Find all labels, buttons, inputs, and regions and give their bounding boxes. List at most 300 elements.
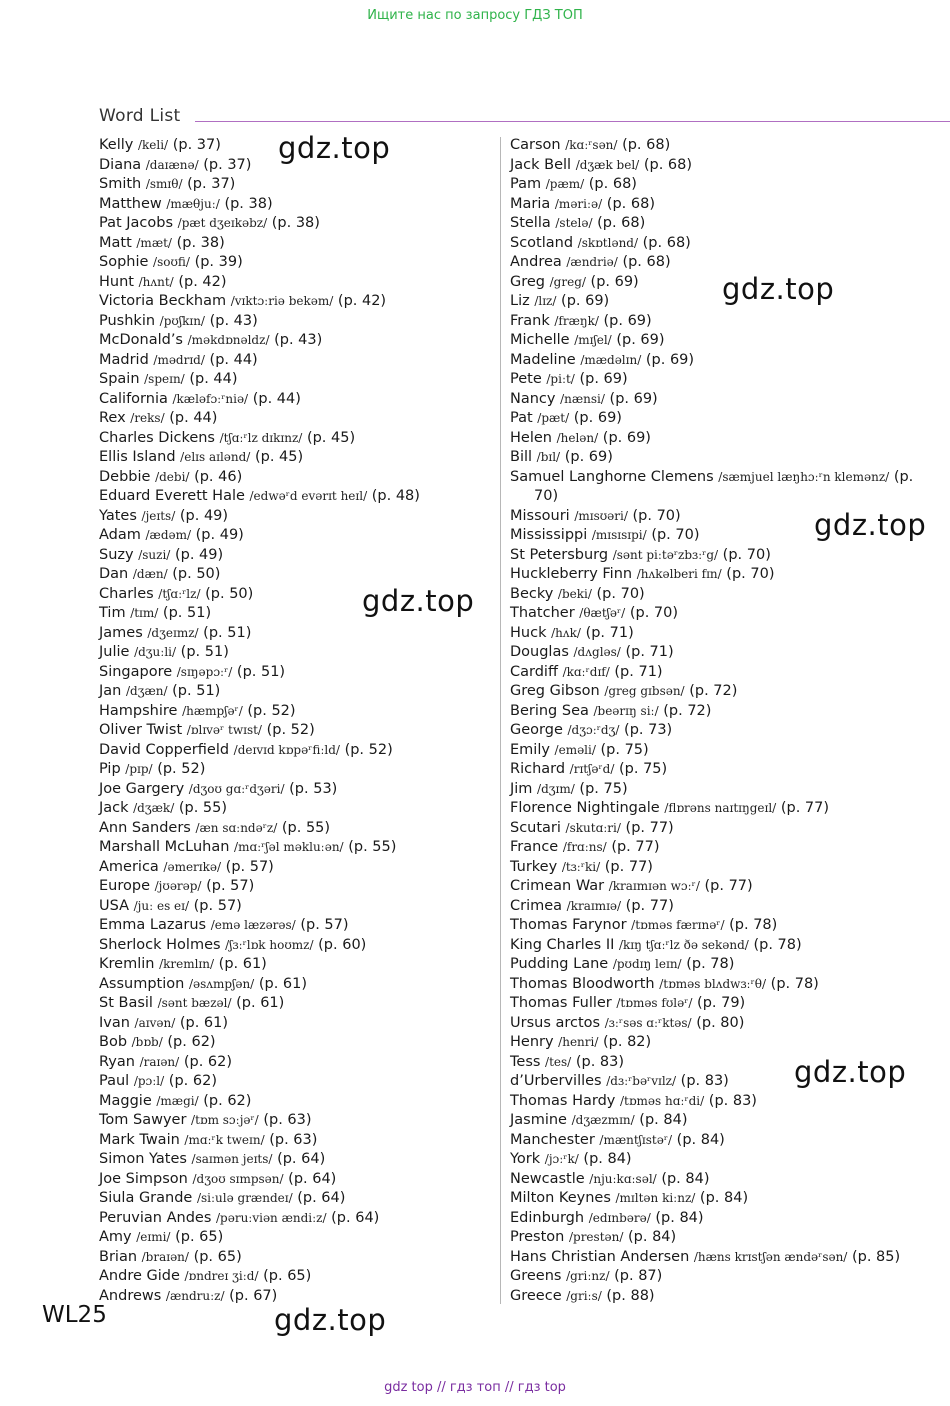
entry-pronunciation: /suzi/ (138, 547, 171, 562)
title-rule (195, 121, 950, 122)
entry-page-ref: (p. 69) (590, 273, 639, 290)
word-entry (99, 253, 494, 273)
word-entry (510, 1287, 940, 1307)
word-entry (510, 819, 940, 839)
word-entry (510, 234, 940, 254)
entry-pronunciation: /ʃɜːʳlɒk hoʊmz/ (225, 937, 314, 952)
entry-pronunciation: /məriːə/ (554, 196, 603, 211)
entry-page-ref: (p. 39) (194, 254, 243, 270)
entry-page-ref: (p. 70) (632, 507, 681, 524)
entry-name: Jack (99, 800, 129, 816)
entry-pronunciation: /kɑːʳdɪf/ (562, 664, 610, 679)
entry-page-ref: (p. 44) (252, 390, 301, 407)
entry-pronunciation: /kraɪmɪən wɔːʳ/ (608, 879, 700, 893)
entry-page-ref: (p. 69) (564, 449, 613, 465)
entry-page-ref: (p. 71) (614, 663, 663, 680)
word-entry (99, 955, 494, 975)
word-entry (510, 624, 940, 644)
entry-pronunciation: /mɪsʊəri/ (574, 508, 628, 523)
entry-name: Greens (510, 1268, 562, 1284)
word-entry (99, 1092, 494, 1112)
word-entry (99, 838, 494, 858)
entry-page-ref: (p. 38) (176, 234, 225, 251)
entry-name: Paul (99, 1073, 130, 1089)
word-entry (99, 819, 494, 839)
entry-page-ref: (p. 75) (618, 761, 668, 777)
entry-pronunciation: /elɪs aɪlənd/ (180, 450, 251, 464)
word-entry (99, 1111, 494, 1131)
entry-page-ref: (p. 80) (696, 1014, 745, 1031)
entry-name: George (510, 722, 563, 738)
entry-page-ref: (p. 52) (157, 761, 206, 777)
word-entry (99, 175, 494, 195)
word-entry (510, 136, 940, 156)
entry-pronunciation: /kɪŋ tʃɑːʳlz ðə sekənd/ (618, 937, 749, 952)
entry-pronunciation: /juː es eɪ/ (133, 898, 190, 913)
entry-pronunciation: /dʒɪm/ (537, 781, 575, 796)
entry-page-ref: (p. 61) (236, 995, 285, 1011)
entry-pronunciation: /daɪænə/ (145, 157, 199, 172)
word-entry (99, 390, 494, 410)
entry-page-ref: (p. 78) (729, 917, 778, 933)
entry-page-ref: (p. 38) (224, 195, 273, 212)
entry-name: Jasmine (510, 1112, 567, 1128)
entry-name: Greg (510, 273, 546, 290)
entry-page-ref: (p. 48) (371, 488, 420, 504)
word-entry (510, 1228, 940, 1248)
entry-name: Bering Sea (510, 702, 589, 719)
entry-pronunciation: /smɪθ/ (145, 177, 183, 191)
entry-name: Maggie (99, 1092, 152, 1109)
entry-page-ref: (p. 37) (187, 176, 236, 192)
entry-page-ref: (p. 69) (645, 351, 695, 368)
entry-pronunciation: /dʒæk bel/ (575, 157, 640, 172)
column-divider (500, 137, 501, 1304)
watermark: gdz.top (362, 584, 475, 618)
entry-page-ref: (p. 77) (625, 897, 674, 914)
entry-name: Ellis Island (99, 449, 176, 465)
entry-page-ref: (p. 70) (726, 566, 775, 582)
word-entry (510, 741, 940, 761)
entry-name: Nancy (510, 390, 556, 407)
entry-pronunciation: /dʒoʊ sɪmpsən/ (192, 1171, 284, 1186)
word-entry (510, 214, 940, 234)
entry-page-ref: (p. 83) (680, 1073, 729, 1089)
entry-pronunciation: /mədrɪd/ (153, 352, 205, 367)
entry-pronunciation: /hʌnt/ (138, 274, 174, 289)
entry-page-ref: (p. 83) (575, 1053, 625, 1070)
word-entry (99, 1248, 494, 1268)
word-entry (99, 975, 494, 995)
entry-pronunciation: /mædəlɪn/ (580, 352, 642, 367)
entry-page-ref: (p. 72) (689, 683, 738, 699)
entry-name: Stella (510, 215, 551, 231)
entry-page-ref: (p. 88) (606, 1287, 655, 1304)
entry-pronunciation: /helən/ (556, 430, 599, 445)
entry-page-ref: (p. 84) (639, 1112, 688, 1128)
entry-pronunciation: /tɒməs færɪnəʳ/ (631, 918, 725, 932)
word-entry (99, 351, 494, 371)
entry-page-ref: (p. 49) (174, 546, 224, 563)
entry-page-ref: (p. 63) (263, 1112, 312, 1128)
entry-page-ref: (p. 52) (266, 722, 315, 738)
entry-name: Crimea (510, 897, 563, 914)
entry-page-ref: (p. 69) (609, 390, 658, 407)
word-entry (99, 643, 494, 663)
watermark: gdz.top (722, 272, 835, 306)
entry-pronunciation: /speɪn/ (144, 372, 185, 386)
entry-page-ref: (p. 87) (614, 1268, 663, 1284)
entry-page-ref: (p. 63) (269, 1131, 318, 1148)
word-entry (510, 370, 940, 390)
entry-page-ref: (p. 77) (625, 819, 674, 836)
entry-name: Yates (99, 507, 137, 524)
word-entry (510, 1014, 940, 1034)
entry-name: Charles Dickens (99, 429, 215, 446)
entry-page-ref: (p. 84) (583, 1151, 632, 1167)
word-entry (510, 409, 940, 429)
entry-pronunciation: /dʌgləs/ (573, 645, 621, 659)
word-entry (510, 448, 940, 468)
entry-pronunciation: /griːnz/ (566, 1269, 610, 1283)
entry-page-ref: (p. 65) (193, 1248, 242, 1265)
entry-name: Kremlin (99, 956, 155, 972)
entry-name: America (99, 858, 159, 875)
entry-name: Peruvian Andes (99, 1209, 212, 1226)
entry-name: Pushkin (99, 312, 156, 329)
entry-name: Douglas (510, 644, 569, 660)
entry-pronunciation: /dæn/ (132, 567, 168, 581)
watermark: gdz.top (274, 1303, 387, 1337)
word-entry (510, 585, 940, 605)
entry-page-ref: (p. 44) (189, 371, 238, 387)
entry-pronunciation: /ɜːʳsəs ɑːʳktəs/ (604, 1015, 692, 1030)
entry-page-ref: (p. 50) (205, 585, 254, 602)
word-entry (510, 702, 940, 722)
word-entry (99, 760, 494, 780)
entry-pronunciation: /raɪən/ (139, 1054, 180, 1069)
entry-pronunciation: /bɒb/ (131, 1035, 163, 1049)
entry-pronunciation: /flɒrəns naɪtɪŋgeɪl/ (664, 801, 777, 815)
entry-pronunciation: /keli/ (137, 138, 169, 152)
entry-name: Hunt (99, 273, 134, 290)
word-entry (510, 936, 940, 956)
word-entry (99, 721, 494, 741)
word-entry (510, 604, 940, 624)
entry-name: Preston (510, 1229, 565, 1245)
entry-name: Assumption (99, 975, 185, 992)
entry-pronunciation: /greg gɪbsən/ (604, 684, 685, 698)
entry-pronunciation: /hæns krɪstʃən ændəʳsən/ (693, 1249, 848, 1264)
entry-pronunciation: /ændriə/ (566, 255, 618, 269)
entry-page-ref: (p. 38) (271, 215, 320, 231)
word-entry (99, 507, 494, 527)
entry-pronunciation: /sənt piːtəʳzbɜːʳg/ (612, 547, 719, 562)
entry-page-ref: (p. 62) (167, 1034, 216, 1050)
entry-page-ref: (p. 51) (203, 624, 252, 641)
entry-name: Tim (99, 605, 126, 621)
entry-page-ref: (p. 61) (179, 1014, 229, 1031)
entry-name: Pudding Lane (510, 956, 609, 972)
word-entry (510, 1267, 940, 1287)
entry-name: Pete (510, 371, 542, 387)
entry-pronunciation: /prestən/ (568, 1230, 624, 1244)
entry-name: Mississippi (510, 527, 588, 543)
entry-pronunciation: /kæləfɔːʳniə/ (172, 391, 249, 406)
word-entry (99, 448, 494, 468)
entry-name: Helen (510, 429, 552, 446)
entry-name: Milton Keynes (510, 1190, 611, 1206)
entry-page-ref: (p. 72) (663, 702, 712, 719)
entry-page-ref: (p. 51) (172, 683, 221, 699)
entry-pronunciation: /deɪvɪd kɒpəʳfiːld/ (233, 742, 340, 757)
entry-name: Pam (510, 176, 542, 192)
entry-page-ref: (p. 84) (655, 1209, 704, 1226)
word-entry (99, 409, 494, 429)
entry-name: Ivan (99, 1014, 130, 1031)
entry-pronunciation: /tɒməs blʌdwɜːʳθ/ (659, 976, 767, 991)
entry-name: Eduard Everett Hale (99, 488, 245, 504)
word-entry (99, 1014, 494, 1034)
word-entry (510, 994, 940, 1014)
entry-pronunciation: /sæmjuel læŋhɔːʳn klemənz/ (718, 469, 890, 484)
entry-pronunciation: /saɪmən jeɪts/ (191, 1152, 273, 1166)
entry-pronunciation: /beki/ (557, 586, 592, 601)
word-entry (510, 546, 940, 566)
word-entry (99, 1267, 494, 1287)
entry-page-ref: (p. 64) (277, 1151, 326, 1167)
entry-pronunciation: /nænsi/ (560, 391, 605, 406)
entry-name: Thatcher (510, 605, 575, 621)
entry-name: Dan (99, 566, 129, 582)
entry-page-ref: (p. 70) (534, 468, 914, 504)
entry-pronunciation: /mæθjuː/ (166, 196, 220, 211)
entry-pronunciation: /skutɑːri/ (565, 820, 621, 835)
entry-pronunciation: /siːulə grændeɪ/ (196, 1191, 293, 1205)
entry-page-ref: (p. 64) (331, 1209, 380, 1226)
entry-page-ref: (p. 68) (642, 234, 691, 251)
word-entry (99, 663, 494, 683)
entry-name: France (510, 839, 559, 855)
entry-pronunciation: /jɔːʳk/ (544, 1152, 579, 1166)
entry-pronunciation: /tɒməs hɑːʳdi/ (619, 1093, 705, 1108)
entry-name: Hans Christian Andersen (510, 1248, 690, 1265)
entry-page-ref: (p. 61) (218, 956, 267, 972)
entry-page-ref: (p. 78) (753, 936, 802, 953)
entry-name: Newcastle (510, 1170, 585, 1187)
entry-name: Thomas Fuller (510, 995, 612, 1011)
entry-pronunciation: /dʒɔːʳdʒ/ (567, 723, 620, 737)
entry-name: Madeline (510, 351, 576, 368)
section-title: Word List (99, 106, 181, 126)
entry-page-ref: (p. 64) (288, 1170, 337, 1187)
entry-page-ref: (p. 68) (622, 254, 671, 270)
word-entry (510, 175, 940, 195)
entry-pronunciation: /edɪnbərə/ (588, 1210, 651, 1225)
entry-pronunciation: /piːt/ (546, 372, 575, 386)
entry-pronunciation: /lɪz/ (534, 294, 557, 308)
entry-name: Julie (99, 644, 130, 660)
word-entry (510, 1150, 940, 1170)
entry-pronunciation: /fræŋk/ (554, 313, 599, 328)
entry-name: Thomas Farynor (510, 917, 627, 933)
word-entry (510, 838, 940, 858)
entry-pronunciation: /tɪm/ (130, 606, 159, 620)
entry-name: Tom Sawyer (99, 1112, 187, 1128)
entry-pronunciation: /dʒuːli/ (134, 645, 177, 659)
entry-pronunciation: /tɒməs fʊləʳ/ (616, 996, 693, 1010)
entry-page-ref: (p. 61) (258, 975, 308, 992)
entry-name: California (99, 390, 168, 407)
entry-pronunciation: /məkdɒnəldz/ (187, 333, 270, 347)
entry-page-ref: (p. 68) (606, 195, 655, 212)
entry-page-ref: (p. 37) (203, 156, 252, 173)
entry-pronunciation: /pʊʃkɪn/ (159, 313, 205, 328)
entry-page-ref: (p. 55) (348, 839, 397, 855)
entry-name: Scutari (510, 819, 561, 836)
word-entry (99, 370, 494, 390)
entry-pronunciation: /æn sɑːndəʳz/ (195, 820, 278, 835)
entry-name: Adam (99, 527, 141, 543)
entry-name: Liz (510, 293, 530, 309)
entry-name: Sherlock Holmes (99, 936, 221, 953)
entry-page-ref: (p. 43) (209, 312, 258, 329)
word-entry (99, 682, 494, 702)
entry-name: Scotland (510, 234, 574, 251)
word-entry (99, 312, 494, 332)
word-entry (510, 760, 940, 780)
entry-pronunciation: /emə læzərəs/ (210, 918, 296, 932)
entry-pronunciation: /aɪvən/ (134, 1015, 176, 1030)
watermark: gdz.top (278, 131, 391, 165)
entry-name: Tess (510, 1053, 541, 1070)
word-entry (99, 702, 494, 722)
entry-page-ref: (p. 78) (770, 975, 819, 992)
entry-pronunciation: /tɜːʳki/ (561, 859, 601, 874)
entry-page-ref: (p. 57) (206, 878, 255, 894)
entry-name: Spain (99, 371, 140, 387)
entry-pronunciation: /pæt dʒeɪkəbz/ (177, 216, 268, 230)
page-number: WL25 (42, 1302, 107, 1328)
entry-name: Turkey (510, 858, 558, 875)
entry-name: d’Urbervilles (510, 1073, 602, 1089)
word-entry (510, 565, 940, 585)
word-entry (510, 858, 940, 878)
entry-name: Emily (510, 741, 550, 758)
entry-page-ref: (p. 73) (624, 722, 673, 738)
entry-name: Ursus arctos (510, 1014, 601, 1031)
entry-page-ref: (p. 62) (168, 1073, 217, 1089)
entry-name: James (99, 624, 143, 641)
word-entry (99, 624, 494, 644)
entry-pronunciation: /pɪp/ (125, 762, 153, 776)
word-entry (510, 156, 940, 176)
word-entry (510, 877, 940, 897)
entry-pronunciation: /mægi/ (156, 1093, 199, 1108)
entry-page-ref: (p. 37) (172, 137, 221, 153)
entry-name: Pip (99, 761, 121, 777)
entry-name: Brian (99, 1248, 138, 1265)
entry-name: Huckleberry Finn (510, 566, 633, 582)
entry-name: Sophie (99, 254, 149, 270)
word-entry (99, 936, 494, 956)
word-entry (510, 897, 940, 917)
entry-pronunciation: /reks/ (130, 411, 165, 425)
entry-page-ref: (p. 44) (169, 410, 218, 426)
word-entry (99, 273, 494, 293)
entry-name: Edinburgh (510, 1209, 585, 1226)
entry-page-ref: (p. 78) (686, 956, 735, 972)
entry-page-ref: (p. 51) (236, 663, 286, 680)
entry-name: Andre Gide (99, 1268, 180, 1284)
word-entry (99, 546, 494, 566)
watermark: gdz.top (794, 1055, 907, 1089)
entry-name: Maria (510, 195, 551, 212)
entry-page-ref: (p. 71) (585, 624, 634, 641)
word-entry (99, 897, 494, 917)
entry-pronunciation: /hæmpʃəʳ/ (182, 703, 243, 718)
word-entry (99, 195, 494, 215)
word-entry (99, 916, 494, 936)
word-entry (99, 799, 494, 819)
entry-pronunciation: /mɑːʳʃəl məkluːən/ (234, 840, 344, 854)
entry-pronunciation: /pʊdɪŋ leɪn/ (612, 957, 682, 971)
entry-pronunciation: /hʌk/ (551, 625, 581, 640)
word-entry (510, 253, 940, 273)
entry-page-ref: (p. 45) (306, 429, 356, 446)
entry-pronunciation: /kɑːʳsən/ (565, 138, 618, 152)
word-entry (510, 975, 940, 995)
entry-pronunciation: /bɪl/ (536, 450, 561, 464)
word-entry (99, 331, 494, 351)
entry-name: Greg Gibson (510, 683, 600, 699)
word-entry (99, 487, 494, 507)
entry-name: Jack Bell (510, 156, 572, 173)
entry-name: Thomas Hardy (510, 1092, 616, 1109)
entry-page-ref: (p. 64) (297, 1190, 346, 1206)
entry-page-ref: (p. 62) (203, 1092, 252, 1109)
entry-page-ref: (p. 43) (274, 332, 323, 348)
entry-page-ref: (p. 57) (225, 858, 274, 875)
word-entry (99, 1072, 494, 1092)
entry-pronunciation: /braɪən/ (141, 1249, 189, 1264)
entry-pronunciation: /mɪsɪsɪpi/ (591, 528, 647, 542)
entry-page-ref: (p. 69) (573, 410, 622, 426)
entry-name: Florence Nightingale (510, 800, 660, 816)
word-entry (510, 799, 940, 819)
footer-links[interactable]: gdz top // гдз топ // гдз top (384, 1380, 566, 1395)
entry-name: Crimean War (510, 878, 605, 894)
entry-name: Hampshire (99, 702, 178, 719)
entry-page-ref: (p. 68) (643, 156, 693, 173)
entry-name: Matt (99, 234, 132, 251)
entry-name: Oliver Twist (99, 722, 183, 738)
word-entry (99, 565, 494, 585)
entry-name: Thomas Bloodworth (510, 975, 655, 992)
entry-name: St Basil (99, 995, 153, 1011)
entry-page-ref: (p. 68) (588, 176, 637, 192)
entry-name: Bob (99, 1034, 128, 1050)
entry-pronunciation: /dʒæn/ (125, 684, 168, 698)
entry-page-ref: (p. 60) (318, 936, 367, 953)
entry-name: Ryan (99, 1053, 135, 1070)
word-entry (510, 1111, 940, 1131)
entry-name: Cardiff (510, 663, 558, 680)
entry-page-ref: (p. 62) (183, 1053, 233, 1070)
word-entry (510, 1131, 940, 1151)
word-entry (99, 1131, 494, 1151)
word-entry (510, 390, 940, 410)
